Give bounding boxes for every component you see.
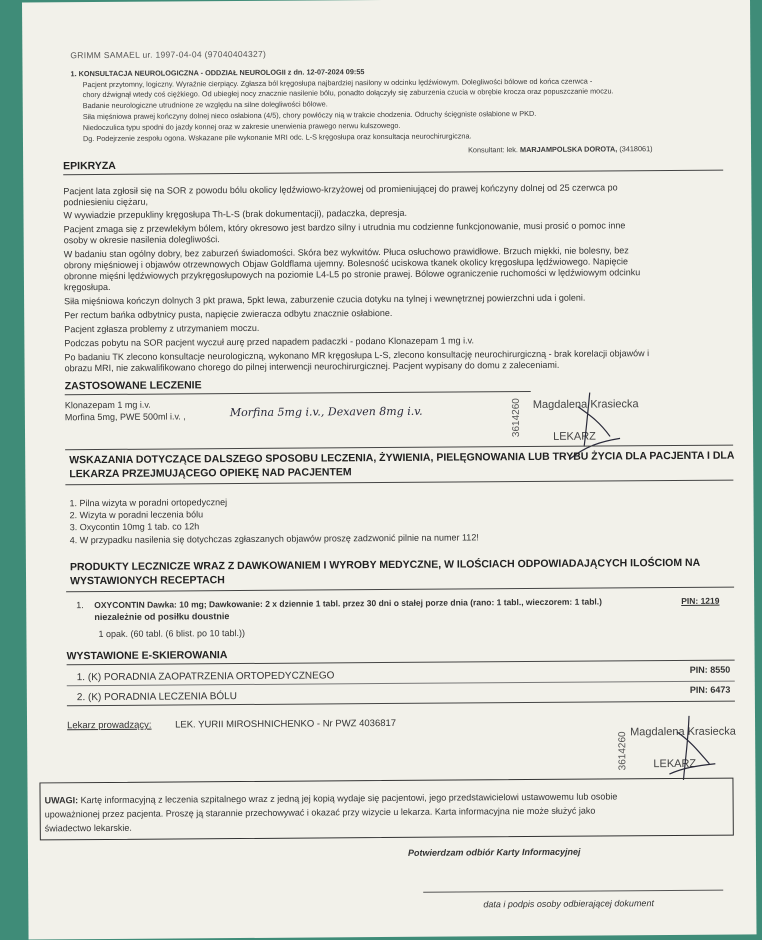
- leczenie-line: Klonazepam 1 mg i.v.: [64, 399, 151, 411]
- lekarz-value: LEK. YURII MIROSHNICHENKO - Nr PWZ 4036817: [175, 717, 397, 731]
- skierowanie-pin: PIN: 6473: [689, 684, 731, 695]
- wskazania-item: 4. W przypadku nasilenia się dotychczas zgłaszanych objawów proszę zadzwonić pilnie na numer 112!: [69, 532, 479, 546]
- epikryza-line: W wywiadzie przepukliny kręgosłupa Th-L-S (brak dokumentacji), padaczka, depresja.: [63, 207, 408, 221]
- section-divider: [63, 170, 723, 176]
- skierowania-title: WYSTAWIONE E-SKIEROWANIA: [66, 649, 228, 663]
- receipt-confirmation: Potwierdzam odbiór Karty Informacyjnej: [407, 846, 581, 858]
- epikryza-line: Podczas pobytu na SOR pacjent wyczuł aurę przed napadem padaczki - podano Klonazepam 1 mg i.v.: [64, 335, 474, 349]
- produkty-title: WYSTAWIONYCH RECEPTACH: [70, 574, 225, 588]
- lekarz-label: Lekarz prowadzący:: [67, 719, 152, 732]
- epikryza-line: Per rectum bańka odbytnicy pusta, napięcie zwieracza odbytu znacznie osłabione.: [64, 307, 393, 321]
- epikryza-line: obronne mięśni lędźwiowych przykręgosłupowych na poziomie L4-L5 po stronie prawej. Bólowe ograniczenie ruchomości w lędźwiowym odcinku: [63, 267, 641, 282]
- stamp-number: 3614260: [617, 731, 629, 771]
- epikryza-line: kręgosłupa.: [63, 281, 111, 293]
- consultant: Konsultant: lek. MARJAMPOLSKA DOROTA, (3418061): [468, 144, 653, 155]
- consult-line: Pacjent przytomny, logiczny. Wyraźnie cierpiący. Zgłasza ból kręgosłupa najbardziej nasilony w odcinku lędźwiowym. Dolegliwości bólowe od końca czerwca -: [82, 76, 593, 90]
- produkt-pin: PIN: 1219: [681, 595, 720, 606]
- wskazania-title: WSKAZANIA DOTYCZĄCE DALSZEGO SPOSOBU LECZENIA, ŻYWIENIA, PIELĘGNOWANIA LUB TRYBU ŻYCIA DLA PACJENTA I DLA: [69, 449, 735, 467]
- consult-line: Badanie neurologiczne utrudnione ze względu na silne dolegliwości bólowe.: [82, 99, 328, 111]
- stamp-role: LEKARZ: [553, 430, 596, 443]
- wskazania-item: 2. Wizyta w poradni leczenia bólu: [69, 509, 204, 521]
- section-divider: [65, 480, 733, 486]
- skierowanie-pin: PIN: 8550: [689, 664, 731, 675]
- stamp-name: Magdalena Krasiecka: [532, 398, 639, 411]
- consult-line: Niedoczulica typu spodni do jazdy konnej oraz w zakresie unerwienia prawego nerwu kulszowego.: [82, 120, 401, 133]
- produkt-line: niezależnie od posiłku doustnie: [94, 611, 230, 623]
- wskazania-item: 3. Oxycontin 10mg 1 tab. co 12h: [69, 521, 200, 533]
- epikryza-line: osoby w okresie nasilenia dolegliwości.: [63, 234, 220, 246]
- stamp-role: LEKARZ: [653, 757, 697, 771]
- skierowanie-item: 2. (K) PORADNIA LECZENIA BÓLU: [76, 691, 237, 704]
- wskazania-title: LEKARZA PRZEJMUJĄCEGO OPIEKĘ NAD PACJENTEM: [69, 466, 352, 481]
- produkt-line: OXYCONTIN Dawka: 10 mg; Dawkowanie: 2 x dziennie 1 tabl. przez 30 dni o stałej porze dnia (rano: 1 tabl., wieczorem: 1 tabl.): [94, 596, 603, 611]
- epikryza-line: W badaniu stan ogólny dobry, bez zaburzeń świadomości. Skóra bez wykwitów. Płuca osłuchowo prawidłowe. Brzuch miękki, nie bolesny, bez: [63, 245, 629, 260]
- consult-title: 1. KONSULTACJA NEUROLOGICZNA - ODDZIAŁ NEUROLOGII z dn. 12-07-2024 09:55: [70, 67, 365, 79]
- uwagi-line: UWAGI: Kartę informacyjną z leczenia szpitalnego wraz z jedną jej kopią wydaje się pacjentowi, jego przedstawicielowi ustawowemu lub osobie: [44, 791, 618, 806]
- signature-caption: data i podpis osoby odbierającej dokument: [483, 898, 654, 910]
- epikryza-line: Pacjent lata zgłosił się na SOR z powodu bólu okolicy lędźwiowo-krzyżowej od promieniującej do prawej kończyny dolnej od 25 czerwca po: [63, 182, 618, 197]
- consult-line: chory dźwignął wtedy coś ciężkiego. Od ubiegłej nocy znacznie nasilenie bólu, ponadto dołączyły się zaburzenia czucia w obrębie krocza oraz popuszczanie moczu.: [82, 86, 614, 100]
- leczenie-line: Morfina 5mg, PWE 500ml i.v. ,: [64, 411, 186, 423]
- epikryza-line: obrazu MRI, nie zakwalifikowano chorego do pilnej interwencji neurochirurgicznej. Pacjent wypisany do domu z zaleceniami.: [64, 359, 560, 374]
- discharge-document: [22, 0, 757, 940]
- stamp-number: 3614260: [510, 398, 523, 438]
- uwagi-line: upoważnionej przez pacjenta. Proszę ją starannie przechowywać i okazać przy wizycie u lekarza. Karta informacyjna nie może służyć jako: [44, 805, 596, 820]
- consult-line: Siła mięśniowa prawej kończyny dolnej nieco osłabiona (4/5), chory powłóczy nią w trakcie chodzenia. Odruchy ścięgniste osłabione w PKD.: [82, 108, 537, 122]
- leczenie-title: ZASTOSOWANE LECZENIE: [64, 379, 202, 393]
- epikryza-title: EPIKRYZA: [63, 159, 116, 173]
- patient-header: GRIMM SAMAEL ur. 1997-04-04 (97040404327): [70, 48, 267, 61]
- epikryza-line: podniesieniu ciężaru,: [63, 196, 148, 208]
- epikryza-line: Siła mięśniowa kończyn dolnych 3 pkt prawa, 5pkt lewa, zaburzenie czucia dotyku na tylnej i wewnętrznej powierzchni uda i goleni.: [64, 292, 586, 307]
- wskazania-item: 1. Pilna wizyta w poradni ortopedycznej: [69, 497, 228, 509]
- epikryza-line: Po badaniu TK zlecono konsultacje neurologiczną, wykonano MR kręgosłupa L-S, zlecono konsultację neurochirurgiczną - brak korelacji objawów i: [64, 348, 650, 363]
- signature-line: [423, 890, 723, 893]
- produkty-title: PRODUKTY LECZNICZE WRAZ Z DAWKOWANIEM I WYROBY MEDYCZNE, W ILOŚCIACH ODPOWIADAJĄCYCH ILOŚCIOM NA: [69, 556, 701, 574]
- stamp-name: Magdalena Krasiecka: [630, 725, 736, 739]
- section-divider: [66, 587, 734, 593]
- uwagi-box: [39, 778, 733, 841]
- skierowanie-item: 1. (K) PORADNIA ZAOPATRZENIA ORTOPEDYCZNEGO: [76, 670, 335, 684]
- epikryza-line: Pacjent zmaga się z przewlekłym bólem, który okresowo jest bardzo silny i utrudnia mu codzienne funkcjonowanie, musi prosić o pomoc inne: [63, 220, 626, 235]
- produkt-line: 1 opak. (60 tabl. (6 blist. po 10 tabl.)): [98, 627, 246, 640]
- epikryza-line: obrony mięśniowej i objawów otrzewnowych Objaw Goldflama ujemny. Bolesność uciskowa tkanek okolicy kręgosłupa lędźwiowego. Napięcie: [63, 256, 628, 271]
- handwritten-treatment: Morfina 5mg i.v., Dexaven 8mg i.v.: [229, 404, 423, 420]
- epikryza-line: Pacjent zgłasza problemy z utrzymaniem moczu.: [64, 322, 260, 335]
- produkt-number: 1.: [76, 600, 84, 611]
- consult-line: Dg. Podejrzenie zespołu ogona. Wskazane pile wykonanie MRI odc. L-S kręgosłupa oraz konsultacja neurochirurgiczna.: [82, 131, 472, 144]
- uwagi-line: świadectwo lekarskie.: [44, 822, 132, 834]
